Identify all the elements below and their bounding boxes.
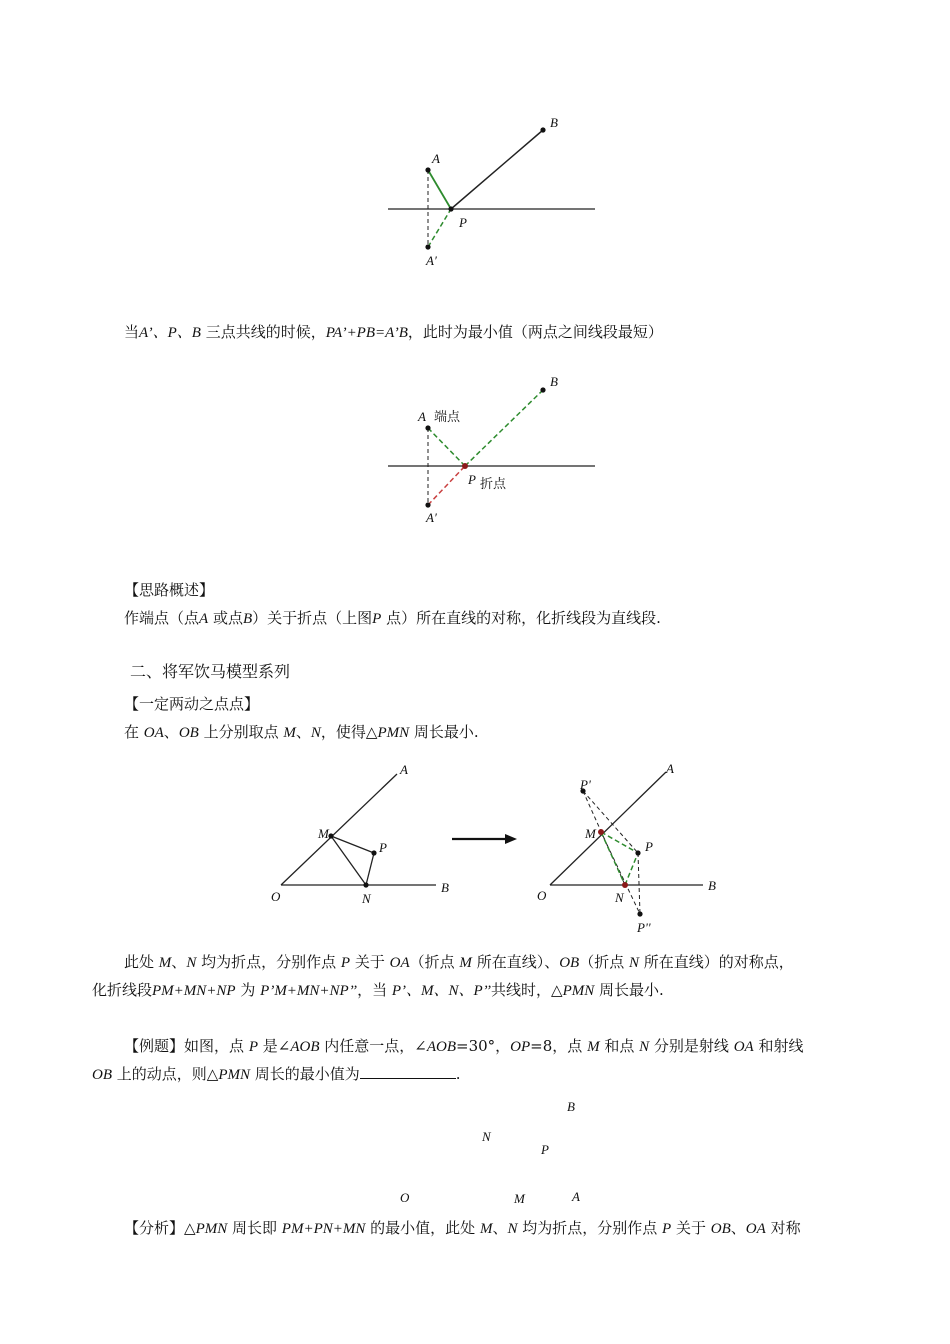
text: ，当	[357, 981, 388, 999]
idea-heading: 【思路概述】	[124, 581, 215, 599]
angle-text: AOB	[426, 1039, 457, 1055]
point-n-text: N	[186, 955, 197, 971]
segment-np	[625, 853, 638, 885]
text: 周长最小.	[594, 981, 664, 999]
triangle-text: PMN	[377, 725, 410, 741]
point-n-text: N	[639, 1039, 650, 1055]
transform-arrow	[452, 834, 517, 844]
expression: PM+MN+NP	[152, 983, 236, 999]
point-n	[622, 882, 628, 888]
figure-3-left	[271, 762, 449, 906]
text: 的最小值，此处	[370, 1219, 476, 1237]
label-a: A	[432, 151, 440, 166]
point-m-text: M	[479, 1221, 493, 1237]
expression: PM+PN+MN	[281, 1221, 366, 1237]
text: 所在直线）的对称点，	[639, 953, 794, 971]
label-p: P	[645, 839, 653, 854]
text: 关于	[671, 1219, 706, 1237]
text: 周长的最小值为	[249, 1065, 360, 1083]
expression: P’M+MN+NP’’	[260, 983, 358, 999]
point-n-text: N	[629, 955, 640, 971]
label-o: O	[537, 888, 547, 903]
label-b: B	[567, 1099, 575, 1114]
label-n: N	[615, 890, 624, 905]
text: 、	[171, 953, 187, 971]
text: 周长即	[227, 1219, 278, 1237]
text: 对称	[765, 1219, 801, 1237]
point-m	[328, 833, 333, 838]
label-p2: P''	[637, 920, 651, 935]
text: 为	[235, 981, 256, 999]
example-line2	[92, 1062, 461, 1087]
point-n-text: N	[507, 1221, 518, 1237]
triangle-text: PMN	[218, 1067, 250, 1083]
text: 和点	[599, 1037, 635, 1055]
ray-oa	[550, 772, 666, 885]
point-p-text: P	[340, 955, 351, 971]
ray-ob-text: OB	[559, 955, 580, 971]
triangle-text: PMN	[195, 1221, 228, 1237]
text: （折点	[579, 953, 625, 971]
text: 均为折点，分别作点	[517, 1219, 658, 1237]
ray-ob-text: OB	[178, 725, 199, 741]
text: 此处	[124, 953, 155, 971]
label-b: B	[441, 880, 449, 895]
point-m-text: M	[587, 1039, 600, 1055]
endpoint-note: 端点	[434, 410, 461, 425]
label-a: A	[418, 409, 426, 424]
label-o: O	[271, 889, 281, 904]
text: 、	[295, 723, 311, 741]
text: 三点共线的时候，	[200, 323, 326, 341]
text: 内任意一点，∠	[319, 1037, 427, 1055]
segment-text: OP	[510, 1039, 531, 1055]
points-text: A’、P、B	[139, 325, 201, 341]
text: （折点	[409, 953, 455, 971]
text: 、	[163, 723, 179, 741]
point-p-text: P	[372, 611, 382, 627]
figure-3-right	[537, 761, 716, 935]
text: 关于	[350, 953, 385, 971]
label-p: P	[541, 1142, 549, 1157]
ray-oa-text: OA	[733, 1039, 754, 1055]
text: 如图，点	[184, 1037, 245, 1055]
equation: PA’+PB=A’B	[325, 325, 408, 341]
label-m: M	[514, 1191, 525, 1206]
text: 化折线段	[92, 981, 153, 999]
label-a: A	[400, 762, 408, 777]
label-p: P	[468, 472, 476, 487]
text: ）关于折点（上图	[252, 609, 373, 627]
points-text: P’、M、N、P’’	[391, 983, 492, 999]
paragraph-fold-line2	[92, 978, 664, 1003]
fold-note: 折点	[480, 477, 507, 492]
example-line1	[124, 1034, 804, 1059]
text: 共线时，△	[491, 981, 563, 999]
label-a-prime: A′	[426, 510, 437, 525]
point-m-text: M	[459, 955, 472, 971]
point-p-text: P	[662, 1221, 672, 1237]
text: 、	[492, 1219, 508, 1237]
text: 当	[124, 323, 140, 341]
text: 分别是射线	[649, 1037, 729, 1055]
text: 上的动点，则△	[112, 1065, 219, 1083]
point-n-text: N	[310, 725, 321, 741]
label-p: P	[459, 215, 467, 230]
label-p1: P'	[580, 777, 591, 792]
triangle-text: PMN	[562, 983, 595, 999]
point-p2	[637, 911, 642, 916]
point-m-text: M	[283, 725, 296, 741]
paragraph-fold-line1	[124, 950, 794, 975]
text: ，使得△	[320, 723, 378, 741]
point-p-text: P	[248, 1039, 258, 1055]
ray-oa	[281, 774, 397, 885]
text: =8，点	[530, 1037, 583, 1055]
text: 作端点（点	[124, 609, 200, 627]
label-a: A	[572, 1189, 580, 1204]
text: 是∠	[257, 1037, 291, 1055]
label-b: B	[550, 115, 558, 130]
point-m	[598, 829, 604, 835]
label-n: N	[362, 891, 371, 906]
angle-text: AOB	[290, 1039, 320, 1055]
text: 在	[124, 723, 140, 741]
segment-np	[366, 853, 374, 885]
label-m: M	[318, 826, 329, 841]
example-tag: 【例题】	[124, 1037, 185, 1055]
label-m: M	[585, 826, 596, 841]
segment-p-p2	[638, 853, 640, 914]
segment-p1-p	[583, 791, 638, 853]
label-o: O	[400, 1190, 410, 1205]
label-a: A	[666, 761, 674, 776]
text: =30°，	[456, 1037, 511, 1055]
text: 和射线	[753, 1037, 804, 1055]
text: 周长最小.	[409, 723, 479, 741]
label-a-prime: A′	[426, 253, 437, 268]
text: 上分别取点	[198, 723, 279, 741]
analysis-line	[124, 1216, 801, 1241]
point-b-text: B	[242, 611, 253, 627]
point-a-text: A	[199, 611, 209, 627]
text: 或点	[208, 609, 243, 627]
text: 所在直线）、	[471, 953, 560, 971]
text: 点）所在直线的对称，化折线段为直线段.	[381, 609, 661, 627]
text: ，此时为最小值（两点之间线段最短）	[407, 323, 663, 341]
text: 、	[730, 1219, 746, 1237]
ray-oa-text: OA	[389, 955, 410, 971]
label-n: N	[482, 1129, 491, 1144]
text: △	[184, 1219, 196, 1237]
point-n	[363, 882, 368, 887]
ray-ob-text: OB	[710, 1221, 731, 1237]
section-title: 二、将军饮马模型系列	[130, 662, 291, 681]
label-b: B	[708, 878, 716, 893]
text: 均为折点，分别作点	[196, 953, 337, 971]
text: .	[455, 1065, 461, 1083]
ray-oa-text: OA	[143, 725, 164, 741]
point-m-text: M	[158, 955, 172, 971]
section-subtitle: 【一定两动之点点】	[124, 695, 260, 713]
answer-blank[interactable]	[360, 1062, 456, 1079]
ray-oa-text: OA	[745, 1221, 766, 1237]
label-b: B	[550, 374, 558, 389]
point-p	[635, 850, 640, 855]
ray-ob-text: OB	[92, 1067, 112, 1083]
analysis-tag: 【分析】	[124, 1219, 185, 1237]
point-p	[371, 850, 376, 855]
label-p: P	[379, 840, 387, 855]
